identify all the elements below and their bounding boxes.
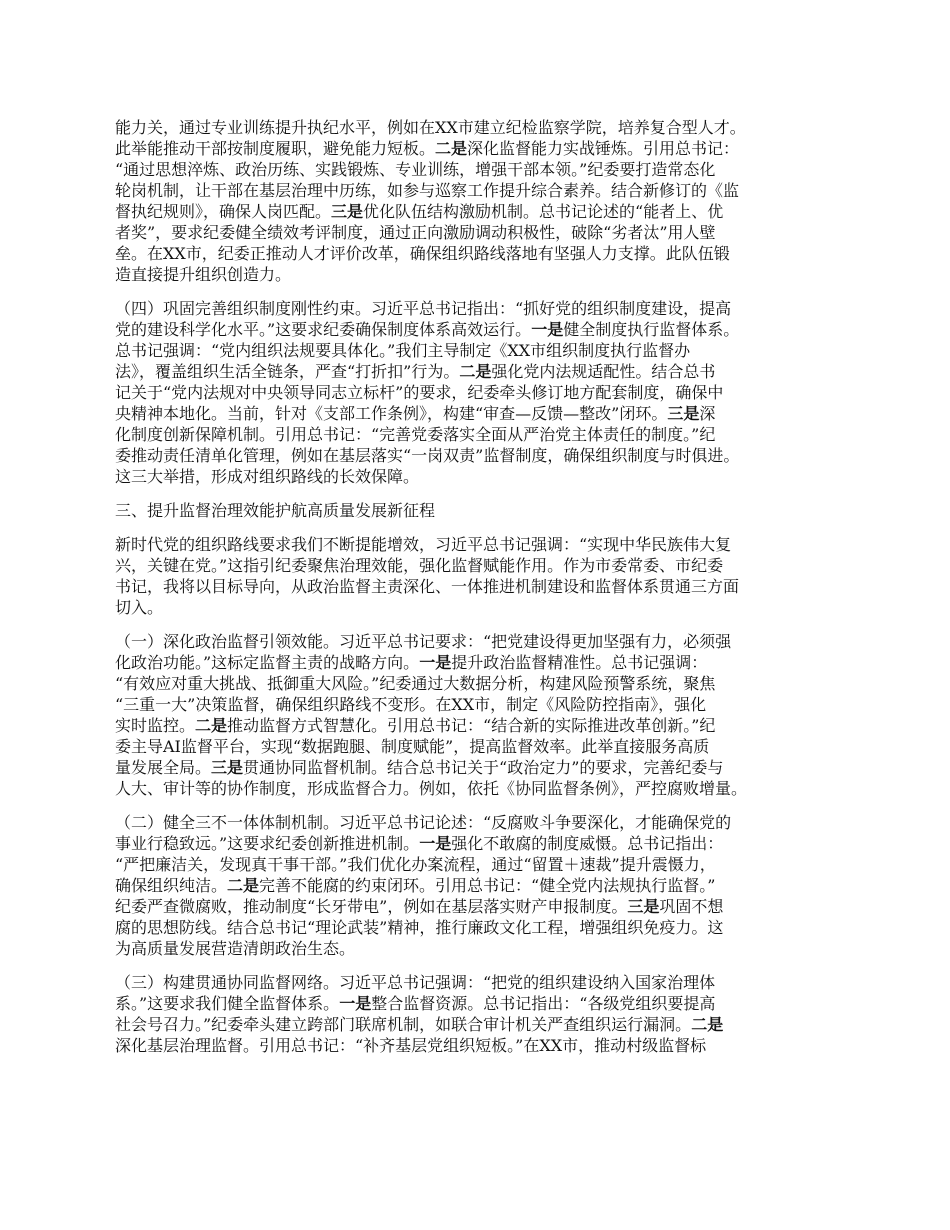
text-line	[115, 715, 845, 736]
text-segment: 切入。	[115, 598, 164, 617]
text-line	[115, 972, 845, 993]
text-segment: 三、提升监督治理效能护航高质量发展新征程	[115, 501, 436, 520]
text-line	[115, 736, 845, 757]
text-segment: 垒。在XX市，纪委正推动人才评价改革，确保组织路线落地有坚强人力支撑。此队伍锻	[115, 244, 730, 263]
text-line	[115, 917, 845, 938]
text-segment: 为高质量发展营造清朗政治生态。	[115, 939, 356, 958]
text-line	[115, 382, 845, 403]
text-segment: 强化不敢腐的制度威慑。总书记指出：	[451, 834, 724, 853]
text-line	[115, 631, 845, 652]
text-line	[115, 117, 845, 138]
text-segment: 事业行稳致远。”这要求纪委创新推进机制。	[115, 834, 420, 853]
text-segment: “通过思想淬炼、政治历练、实践锻炼、专业训练，增强干部本领。”纪委要打造常态化	[115, 160, 716, 179]
text-line	[115, 340, 845, 361]
text-line	[115, 403, 845, 424]
text-segment: 腐的思想防线。结合总书记“理论武装”精神，推行廉政文化工程，增强组织免疫力。这	[115, 918, 724, 937]
text-line	[115, 222, 845, 243]
text-line	[115, 466, 845, 487]
text-segment: 这三大举措，形成对组织路线的长效保障。	[115, 467, 420, 486]
text-segment: 化制度创新保障机制。引用总书记：“完善党委落实全面从严治党主体责任的制度。”纪	[115, 425, 716, 444]
text-segment: 央精神本地化。当前，针对《支部工作条例》，构建“审查—反馈—整改”闭环。	[115, 404, 668, 423]
text-segment: 此举能推动干部按制度履职，避免能力短板。	[115, 139, 436, 158]
text-segment: 党的建设科学化水平。”这要求纪委确保制度体系高效运行。	[115, 320, 532, 339]
text-segment: 总书记强调：“党内组织法规要具体化。”我们主导制定《XX市组织制度执行监督办	[115, 341, 691, 360]
text-segment: 巩固不想	[659, 897, 724, 916]
text-line	[115, 673, 845, 694]
bold-keyword: 三是	[211, 758, 244, 777]
bold-keyword: 二是	[435, 139, 468, 158]
text-segment: 社会号召力。”纪委牵头建立跨部门联席机制，如联合审计机关严查组织运行漏洞。	[115, 1015, 692, 1034]
text-line	[115, 500, 845, 521]
text-line	[115, 298, 845, 319]
text-segment: 深化监督能力实战锤炼。引用总书记：	[467, 139, 740, 158]
bold-keyword: 二是	[227, 876, 260, 895]
text-segment: 者奖”，要求纪委健全绩效考评制度，通过正向激励调动积极性，破除“劣者汰”用人壁	[115, 223, 716, 242]
text-segment: 记关于“党内法规对中央领导同志立标杆”的要求，纪委牵头修订地方配套制度，确保中	[115, 383, 724, 402]
bold-keyword: 一是	[419, 834, 452, 853]
text-line	[115, 854, 845, 875]
text-line	[115, 201, 845, 222]
text-line	[115, 757, 845, 778]
text-segment: （一）深化政治监督引领效能。习近平总书记要求：“把党建设得更加坚强有力，必须强	[115, 632, 732, 651]
text-line	[115, 875, 845, 896]
text-segment: 整合监督资源。总书记指出：“各级党组织要提高	[371, 994, 716, 1013]
text-segment: “有效应对重大挑战、抵御重大风险。”纪委通过大数据分析，构建风险预警系统，聚焦	[115, 674, 716, 693]
bold-keyword: 三是	[331, 202, 364, 221]
text-segment: 系。”这要求我们健全监督体系。	[115, 994, 340, 1013]
text-segment: 书记，我将以目标导向，从政治监督主责深化、一体推进机制建设和监督体系贯通三方面	[115, 577, 740, 596]
bold-keyword: 三是	[627, 897, 660, 916]
text-line	[115, 138, 845, 159]
text-segment: （四）巩固完善组织制度刚性约束。习近平总书记指出：“抓好党的组织制度建设，提高	[115, 299, 732, 318]
text-segment: “三重一大”决策监督，确保组织路线不变形。在XX市，制定《风险防控指南》，强化	[115, 695, 707, 714]
text-segment: 完善不能腐的约束闭环。引用总书记：“健全党内法规执行监督。”	[259, 876, 716, 895]
text-line	[115, 597, 845, 618]
text-segment: 强化党内法规适配性。结合总书	[491, 362, 716, 381]
text-segment: 能力关，通过专业训练提升执纪水平，例如在XX市建立纪检监察学院，培养复合型人才。	[115, 118, 746, 137]
text-line	[115, 264, 845, 285]
text-segment: 推动监督方式智慧化。引用总书记：“结合新的实际推进改革创新。”纪	[227, 716, 716, 735]
text-line	[115, 319, 845, 340]
text-line	[115, 833, 845, 854]
text-segment: 新时代党的组织路线要求我们不断提能增效，习近平总书记强调：“实现中华民族伟大复	[115, 535, 732, 554]
text-segment: “严把廉洁关，发现真干事干部。”我们优化办案流程，通过“留置＋速裁”提升震慑力，	[115, 855, 716, 874]
text-line	[115, 812, 845, 833]
text-line	[115, 243, 845, 264]
text-line	[115, 1035, 845, 1056]
text-line	[115, 1014, 845, 1035]
text-segment: 兴，关键在党。”这指引纪委聚焦治理效能，强化监督赋能作用。作为市委常委、市纪委	[115, 556, 724, 575]
text-segment: 造直接提升组织创造力。	[115, 265, 292, 284]
text-segment: 健全制度执行监督体系。	[563, 320, 740, 339]
text-segment: 督执纪规则》，确保人岗匹配。	[115, 202, 332, 221]
bold-keyword: 三是	[667, 404, 700, 423]
paragraph	[115, 812, 845, 959]
bold-keyword: 一是	[339, 994, 372, 1013]
text-line	[115, 778, 845, 799]
document-page	[115, 117, 845, 1069]
text-segment: （三）构建贯通协同监督网络。习近平总书记强调：“把党的组织建设纳入国家治理体	[115, 973, 716, 992]
text-segment: 纪委严查微腐败，推动制度“长牙带电”，例如在基层落实财产申报制度。	[115, 897, 628, 916]
section-heading	[115, 500, 845, 521]
text-line	[115, 159, 845, 180]
text-segment: 深	[699, 404, 716, 423]
text-segment: 委主导AI监督平台，实现“数据跑腿、制度赋能”，提高监督效率。此举直接服务高质	[115, 737, 710, 756]
text-segment: 实时监控。	[115, 716, 196, 735]
text-line	[115, 424, 845, 445]
bold-keyword: 一是	[419, 653, 452, 672]
text-line	[115, 445, 845, 466]
text-line	[115, 180, 845, 201]
text-segment: 确保组织纯洁。	[115, 876, 228, 895]
text-line	[115, 694, 845, 715]
paragraph	[115, 117, 845, 285]
text-segment: 人大、审计等的协作制度，形成监督合力。例如，依托《协同监督条例》，严控腐败增量。	[115, 779, 748, 798]
text-line	[115, 993, 845, 1014]
text-line	[115, 652, 845, 673]
text-segment: 深化基层治理监督。引用总书记：“补齐基层党组织短板。”在XX市，推动村级监督标	[115, 1036, 707, 1055]
text-segment: 委推动责任清单化管理，例如在基层落实“一岗双责”监督制度，确保组织制度与时俱进。	[115, 446, 740, 465]
bold-keyword: 一是	[531, 320, 564, 339]
text-line	[115, 534, 845, 555]
text-line	[115, 576, 845, 597]
bold-keyword: 二是	[691, 1015, 724, 1034]
text-segment: （二）健全三不一体体制机制。习近平总书记论述：“反腐败斗争要深化，才能确保党的	[115, 813, 732, 832]
text-segment: 轮岗机制，让干部在基层治理中历练，如参与巡察工作提升综合素养。结合新修订的《监	[115, 181, 740, 200]
paragraph	[115, 534, 845, 618]
text-segment: 优化队伍结构激励机制。总书记论述的“能者上、优	[363, 202, 724, 221]
text-segment: 法》，覆盖组织生活全链条，严查“打折扣”行为。	[115, 362, 460, 381]
text-line	[115, 361, 845, 382]
text-line	[115, 555, 845, 576]
bold-keyword: 二是	[195, 716, 228, 735]
text-segment: 提升政治监督精准性。总书记强调：	[451, 653, 708, 672]
paragraph	[115, 972, 845, 1056]
paragraph	[115, 298, 845, 487]
text-segment: 量发展全局。	[115, 758, 212, 777]
text-line	[115, 938, 845, 959]
text-line	[115, 896, 845, 917]
text-segment: 化政治功能。”这标定监督主责的战略方向。	[115, 653, 420, 672]
bold-keyword: 二是	[459, 362, 492, 381]
paragraph	[115, 631, 845, 799]
text-segment: 贯通协同监督机制。结合总书记关于“政治定力”的要求，完善纪委与	[243, 758, 724, 777]
